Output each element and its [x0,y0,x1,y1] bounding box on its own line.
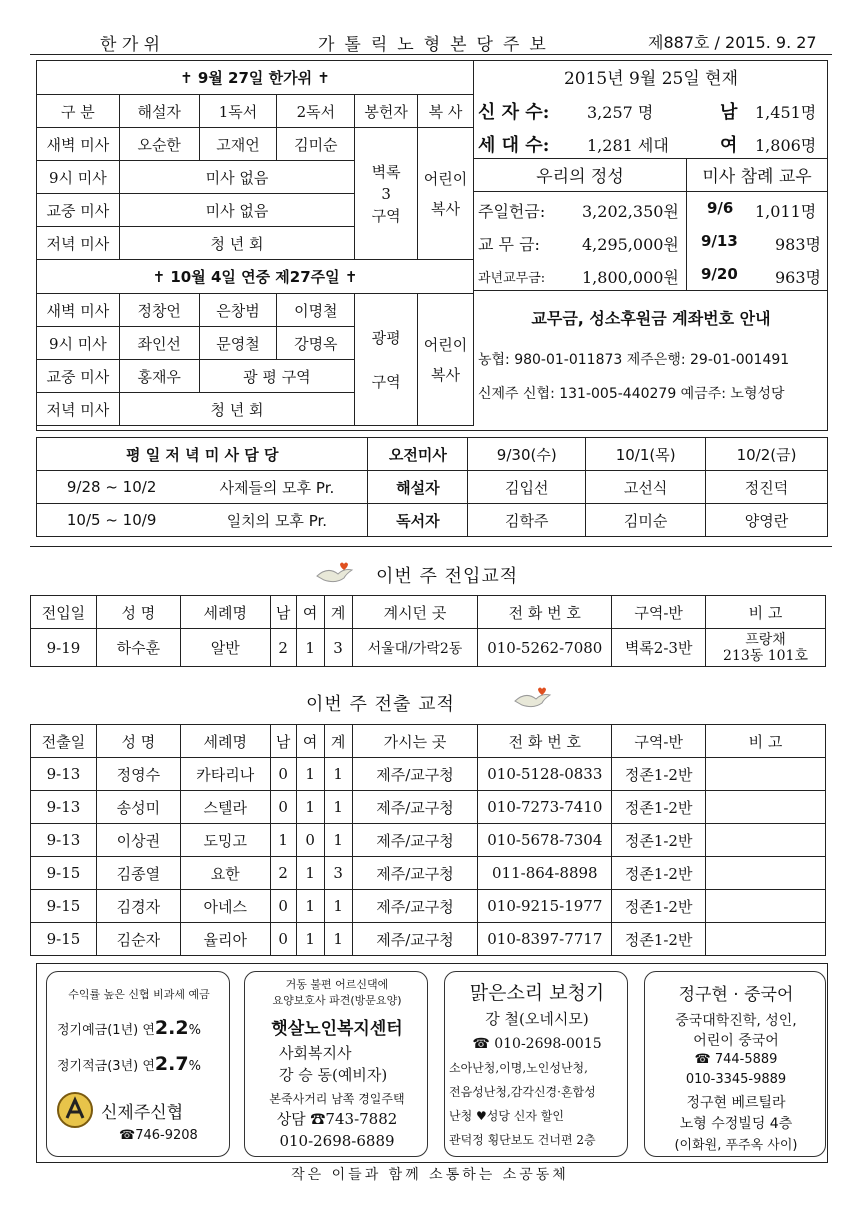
attendance-title: 미사 참례 교우 [702,167,812,187]
ad-name: 햇살노인복지센터 [271,1019,403,1039]
footer-slogan: 작은 이들과 함께 소통하는 소공동체 [291,1167,569,1183]
table-row [31,857,826,890]
female-value: 1,806명 [755,136,817,155]
col-header: 봉헌자 [355,95,418,128]
households-value: 1,281 세대 [587,136,669,155]
cell: 미사 없음 [119,161,354,194]
ad-text: 어린이 중국어 [693,1033,779,1049]
cell: 정존1-2반 [612,824,706,857]
cell: 정존1-2반 [612,758,706,791]
cell: 3 [324,857,352,890]
table-row [31,758,826,791]
ad-text: 중국대학진학, 성인, [675,1013,797,1029]
col-header: 성 명 [96,596,180,629]
col-header: 비 고 [706,596,826,629]
cell: 좌인선 [119,327,199,360]
altar-line: 복사 [431,365,461,384]
ad-rate-line [57,1053,201,1075]
cell [706,758,826,791]
ad-text: 정기적금(3년) 연 [57,1059,155,1074]
col-header: 전출일 [31,725,97,758]
cell: 정존1-2반 [612,923,706,956]
cell: 0 [270,890,296,923]
col-header: 전입일 [31,596,97,629]
col-header: 비 고 [706,725,826,758]
offerer-line: 3 [381,184,391,203]
col-header: 여 [296,725,324,758]
sched2-title: ✝ 10월 4일 연중 제27주일 ✝ [37,260,474,294]
ad-credit-union [46,971,230,1157]
ad-text: 요양보호사 파견(방문요양) [272,994,402,1007]
ad-chinese-lesson [644,971,826,1157]
morning-title: 오전미사 [368,438,468,471]
cell: 제주/교구청 [352,923,478,956]
cell: 0 [270,758,296,791]
mass-label: 새벽 미사 [37,294,120,327]
ad-brand: 신제주신협 [101,1103,184,1123]
households-label: 세 대 수: [478,135,550,156]
cell: 제주/교구청 [352,791,478,824]
table-row [31,629,826,667]
cell [706,824,826,857]
offering-value: 4,295,000원 [582,235,679,254]
cell: 제주/교구청 [352,857,478,890]
cell: 제주/교구청 [352,824,478,857]
ad-hearing-aid [444,971,628,1157]
weekday-dates: 10/5 ~ 10/9 [37,504,187,537]
weekday-mass-table [36,437,828,537]
cell: 하수훈 [96,629,180,667]
table-row [31,824,826,857]
cell: 정존1-2반 [612,791,706,824]
cell: 010-9215-1977 [478,890,612,923]
morning-date: 10/2(금) [706,438,828,471]
morning-date: 9/30(수) [468,438,586,471]
offering-value: 3,202,350원 [582,202,679,221]
cell: 강명옥 [277,327,355,360]
cell: 서울대/가락2동 [352,629,478,667]
cell: 김경자 [96,890,180,923]
sched1-title: ✝ 9월 27일 한가위 ✝ [37,61,474,95]
cell: 정존1-2반 [612,857,706,890]
col-header: 세례명 [180,596,270,629]
altar-line: 복사 [431,199,461,218]
cell: 도밍고 [180,824,270,857]
cell: 1 [296,890,324,923]
morning-role: 해설자 [368,471,468,504]
ad-rate: 2.2 [154,1017,189,1039]
ad-text: 노형 수정빌딩 4층 [679,1116,793,1132]
col-header: 구역-반 [612,596,706,629]
altar-line: 어린이 [423,169,468,188]
morning-person: 정진덕 [706,471,828,504]
offerer-line: 벽록 [371,162,401,181]
offerer-line: 광평 [371,328,401,347]
col-header: 여 [296,596,324,629]
mass-schedule-table [36,60,474,426]
col-header: 해설자 [119,95,199,128]
table-row [31,923,826,956]
cell: 김종열 [96,857,180,890]
morning-date: 10/1(목) [586,438,706,471]
col-header: 전 화 번 호 [478,596,612,629]
cell: 이상권 [96,824,180,857]
male-value: 1,451명 [755,103,817,122]
ad-care-center [244,971,428,1157]
cell: 9-19 [31,629,97,667]
attendance-date: 9/6 [707,199,734,217]
ad-text: 관덕정 횡단보도 건너편 2층 [449,1133,596,1147]
mass-label: 새벽 미사 [37,128,120,161]
ad-name: 정구현 · 중국어 [678,985,794,1005]
transfer-out-title: 이번 주 전출 교적 [306,694,455,715]
col-header: 계 [324,596,352,629]
col-header: 성 명 [96,725,180,758]
cell: 1 [296,857,324,890]
weekday-title: 평 일 저 녁 미 사 담 당 [37,438,368,471]
cell: 고재언 [199,128,277,161]
altar-server-cell [418,294,474,426]
ad-phone: 010-2698-6889 [279,1132,395,1150]
cell: 2 [270,629,296,667]
col-header: 1독서 [199,95,277,128]
male-label: 남 [720,102,738,123]
ad-text: 수익률 높은 신협 비과세 예금 [68,988,210,1001]
morning-person: 김입선 [468,471,586,504]
col-header: 계 [324,725,352,758]
offering-value: 1,800,000원 [582,268,679,287]
believers-label: 신 자 수: [478,102,550,123]
cell: 1 [296,758,324,791]
ad-text: % [188,1059,201,1074]
cell: 정창언 [119,294,199,327]
altar-line: 어린이 [423,335,468,354]
offerer-line: 구역 [371,372,401,391]
cell: 2 [270,857,296,890]
cell [706,890,826,923]
cell: 청 년 회 [119,227,354,260]
col-header: 계시던 곳 [352,596,478,629]
cell: 은창범 [199,294,277,327]
weekday-dates: 9/28 ~ 10/2 [37,471,187,504]
cell: 010-5128-0833 [478,758,612,791]
cell: 아네스 [180,890,270,923]
col-header: 복 사 [418,95,474,128]
account-line: 농협: 980-01-011873 제주은행: 29-01-001491 [478,352,790,368]
cell: 1 [324,890,352,923]
morning-person: 김미순 [586,504,706,537]
ad-text: 강 승 동(예비자) [279,1066,388,1084]
offerer-cell [355,294,418,426]
ad-phone: ☎ 010-2698-0015 [472,1036,602,1052]
transfer-out-table [30,724,826,956]
divider [474,191,828,192]
cell: 정존1-2반 [612,890,706,923]
table-row [31,890,826,923]
cell: 율리아 [180,923,270,956]
cell: 벽록2-3반 [612,629,706,667]
morning-person: 양영란 [706,504,828,537]
offering-title: 우리의 정성 [536,167,624,187]
attendance-count: 1,011명 [755,202,817,221]
cell: 9-15 [31,857,97,890]
cell: 오순한 [119,128,199,161]
offerer-cell [355,128,418,260]
morning-role: 독서자 [368,504,468,537]
cell: 010-5262-7080 [478,629,612,667]
cell: 문영철 [199,327,277,360]
cell: 1 [324,758,352,791]
believers-value: 3,257 명 [587,103,654,122]
ad-name: 맑은소리 보청기 [469,982,605,1004]
cell: 1 [324,791,352,824]
mass-label: 9시 미사 [37,327,120,360]
cell: 1 [296,629,324,667]
section-rule [30,546,832,547]
cell: 스텔라 [180,791,270,824]
cell: 요한 [180,857,270,890]
cell [706,857,826,890]
ad-text: 본죽사거리 남쪽 경일주택 [269,1092,405,1106]
ad-phone: 010-3345-9889 [685,1072,787,1087]
transfer-in-title: 이번 주 전입교적 [376,566,519,587]
cell: 1 [324,923,352,956]
bulletin-header [0,30,860,54]
ad-text: 사회복지사 [279,1044,352,1062]
col-header: 전 화 번 호 [478,725,612,758]
cell: 1 [324,824,352,857]
offerer-line: 구역 [371,206,401,225]
ad-text: 난청 ♥성당 신자 할인 [449,1109,564,1123]
ad-text: 거동 불편 어르신댁에 [285,978,389,991]
cell: 알반 [180,629,270,667]
cell: 홍재우 [119,360,199,393]
altar-server-cell [418,128,474,260]
header-issue: 제887호 / 2015. 9. 27 [648,33,817,52]
mass-label: 저녁 미사 [37,393,120,426]
credit-union-logo-icon [55,1090,95,1134]
mass-label: 교중 미사 [37,194,120,227]
table-row [31,791,826,824]
attendance-date: 9/20 [701,265,738,283]
ad-text: (이화원, 푸주옥 사이) [674,1138,798,1153]
cell: 9-13 [31,758,97,791]
cell: 3 [324,629,352,667]
mass-label: 저녁 미사 [37,227,120,260]
dove-heart-icon [314,558,356,592]
mass-label: 9시 미사 [37,161,120,194]
attendance-count: 963명 [775,268,821,287]
cell: 0 [296,824,324,857]
cell: 이명철 [277,294,355,327]
cell: 9-13 [31,824,97,857]
weekday-group: 일치의 모후 Pr. [186,504,368,537]
col-header: 가시는 곳 [352,725,478,758]
offering-label: 주일헌금: [478,202,546,221]
cell: 010-7273-7410 [478,791,612,824]
mass-label: 교중 미사 [37,360,120,393]
ad-phone: ☎746-9208 [119,1128,198,1143]
transfer-in-table [30,595,826,667]
col-header: 남 [270,596,296,629]
female-label: 여 [720,135,738,156]
offering-label: 교 무 금: [478,235,540,254]
cell: 카타리나 [180,758,270,791]
cell: 1 [296,791,324,824]
header-center: 가톨릭노형본당주보 [318,35,556,55]
ad-text: 강 철(오네시모) [485,1010,589,1028]
cell: 011-864-8898 [478,857,612,890]
offering-label: 과년교무금: [478,271,546,286]
cell: 0 [270,791,296,824]
header-left: 한 가 위 [100,35,161,55]
divider [474,290,828,291]
cell [706,923,826,956]
morning-person: 고선식 [586,471,706,504]
cell: 김순자 [96,923,180,956]
col-header: 남 [270,725,296,758]
ad-phone: ☎ 744-5889 [694,1052,778,1067]
account-title: 교무금, 성소후원금 계좌번호 안내 [531,309,771,328]
cell: 010-5678-7304 [478,824,612,857]
cell: 김미순 [277,128,355,161]
weekday-group: 사제들의 모후 Pr. [186,471,368,504]
cell [706,791,826,824]
stats-title: 2015년 9월 25일 현재 [563,69,739,89]
cell: 정영수 [96,758,180,791]
attendance-date: 9/13 [701,232,738,250]
cell: 1 [270,824,296,857]
attendance-count: 983명 [775,235,821,254]
ad-text: 소아난청,이명,노인성난청, [449,1061,588,1075]
cell: 9-15 [31,890,97,923]
ad-text: 전음성난청,감각신경·혼합성 [449,1085,596,1099]
col-header: 2독서 [277,95,355,128]
cell: 미사 없음 [119,194,354,227]
cell: 1 [296,923,324,956]
header-rule [30,54,832,55]
col-header: 구 분 [37,95,120,128]
cell: 010-8397-7717 [478,923,612,956]
cell: 프랑채 213동 101호 [706,629,826,667]
ad-phone: 상담 ☎743-7882 [276,1110,398,1128]
morning-person: 김학주 [468,504,586,537]
account-line: 신제주 신협: 131-005-440279 예금주: 노형성당 [478,386,785,402]
ad-text: 정구현 베르틸라 [686,1095,786,1111]
cell: 광 평 구역 [199,360,355,393]
cell: 0 [270,923,296,956]
cell: 제주/교구청 [352,758,478,791]
ad-rate-line [57,1017,201,1039]
cell: 9-13 [31,791,97,824]
col-header: 세례명 [180,725,270,758]
cell: 송성미 [96,791,180,824]
cell: 9-15 [31,923,97,956]
ad-text: % [188,1023,201,1038]
col-header: 구역-반 [612,725,706,758]
dove-heart-icon [512,683,554,717]
cell: 청 년 회 [119,393,354,426]
ad-text: 정기예금(1년) 연 [57,1023,155,1038]
cell: 제주/교구청 [352,890,478,923]
ad-rate: 2.7 [154,1053,189,1075]
